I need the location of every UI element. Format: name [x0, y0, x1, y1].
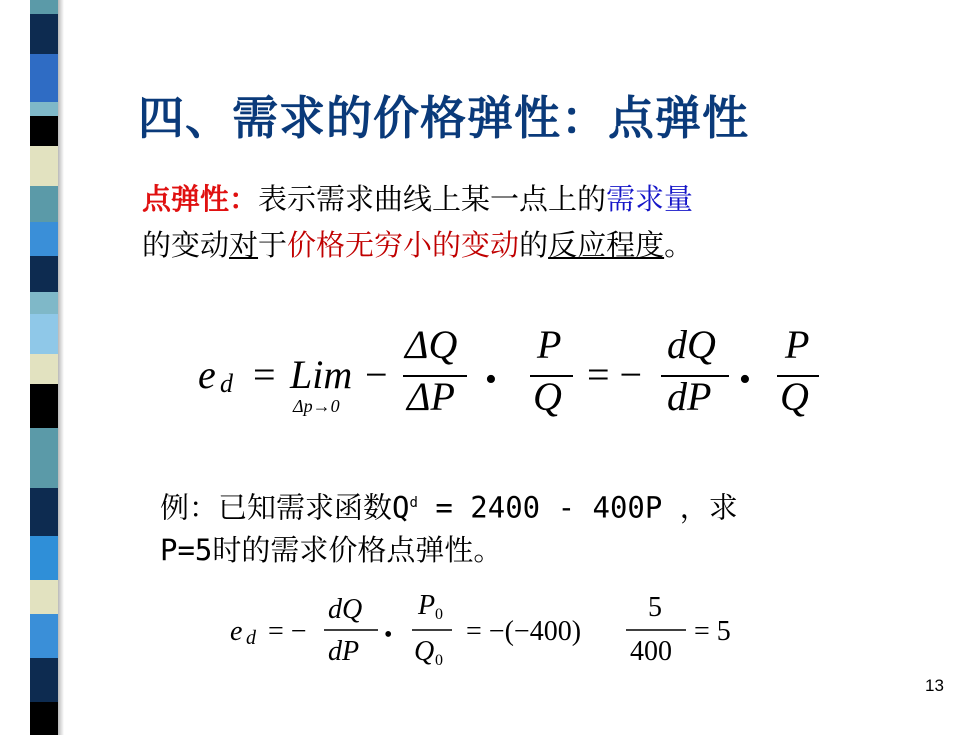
formula-dq: dQ — [328, 594, 363, 625]
formula-equals: = — [253, 352, 276, 397]
formula-sub-d: d — [246, 627, 256, 649]
definition-text: 表示需求曲线上某一点上的 — [258, 182, 607, 216]
formula-sub-0: 0 — [435, 652, 443, 669]
formula-q: Q — [533, 374, 562, 419]
formula-delta-p: ΔP — [407, 374, 455, 419]
example-line2: P=5时的需求价格点弹性。 — [160, 532, 503, 567]
formula-e: e — [198, 352, 216, 397]
definition-term: 点弹性： — [142, 182, 259, 216]
formula-equals-minus: = − — [268, 616, 307, 647]
decorative-stripe — [0, 0, 62, 735]
definition-text: 于 — [258, 228, 288, 262]
formula-delta-q: ΔQ — [405, 322, 458, 367]
formula-q: Q — [780, 374, 809, 419]
definition-text: 的变动 — [142, 228, 230, 262]
formula-dot: • — [739, 361, 751, 398]
formula-dp: dP — [667, 374, 712, 419]
formula-four-hundred: 400 — [630, 636, 672, 667]
definition-paragraph — [142, 176, 922, 268]
formula-lim-sub: Δp→0 — [293, 396, 340, 416]
formula-dq: dQ — [667, 322, 716, 367]
formula-q0: Q — [414, 636, 435, 667]
definition-underline-response: 反应程度 — [548, 228, 665, 262]
stripe-shadow — [58, 0, 64, 735]
definition-underline: 对 — [229, 228, 259, 262]
formula-sub-d: d — [220, 369, 233, 398]
example-problem — [160, 482, 880, 571]
formula-dp: dP — [328, 636, 360, 667]
formula-lim: Lim — [290, 352, 353, 397]
formula-p: P — [537, 322, 562, 367]
formula-dot: • — [485, 361, 497, 398]
formula-minus: − — [365, 352, 388, 397]
formula-result: = 5 — [694, 616, 731, 647]
example-line1-rest: = 2400 - 400P ，求 — [417, 490, 738, 525]
definition-text: 的 — [519, 228, 549, 262]
definition-highlight-quantity: 需求量 — [606, 182, 694, 216]
example-solution-formula — [228, 588, 768, 678]
formula-p0: P — [418, 590, 436, 621]
page-number: 13 — [925, 676, 944, 695]
formula-dot: • — [384, 622, 393, 648]
formula-equals-minus: = − — [587, 352, 643, 397]
definition-highlight-price: 价格无穷小的变动 — [287, 228, 520, 262]
formula-middle: = −(−400) — [466, 616, 582, 647]
formula-p: P — [785, 322, 810, 367]
point-elasticity-formula — [195, 318, 835, 428]
formula-e: e — [230, 616, 243, 647]
example-line1: 例：已知需求函数Q — [160, 490, 410, 525]
slide-title: 四、需求的价格弹性：点弹性 — [138, 91, 749, 145]
example-superscript: d — [409, 495, 418, 511]
formula-five: 5 — [648, 592, 662, 623]
definition-text: 。 — [664, 228, 694, 262]
formula-sub-0: 0 — [435, 606, 443, 623]
